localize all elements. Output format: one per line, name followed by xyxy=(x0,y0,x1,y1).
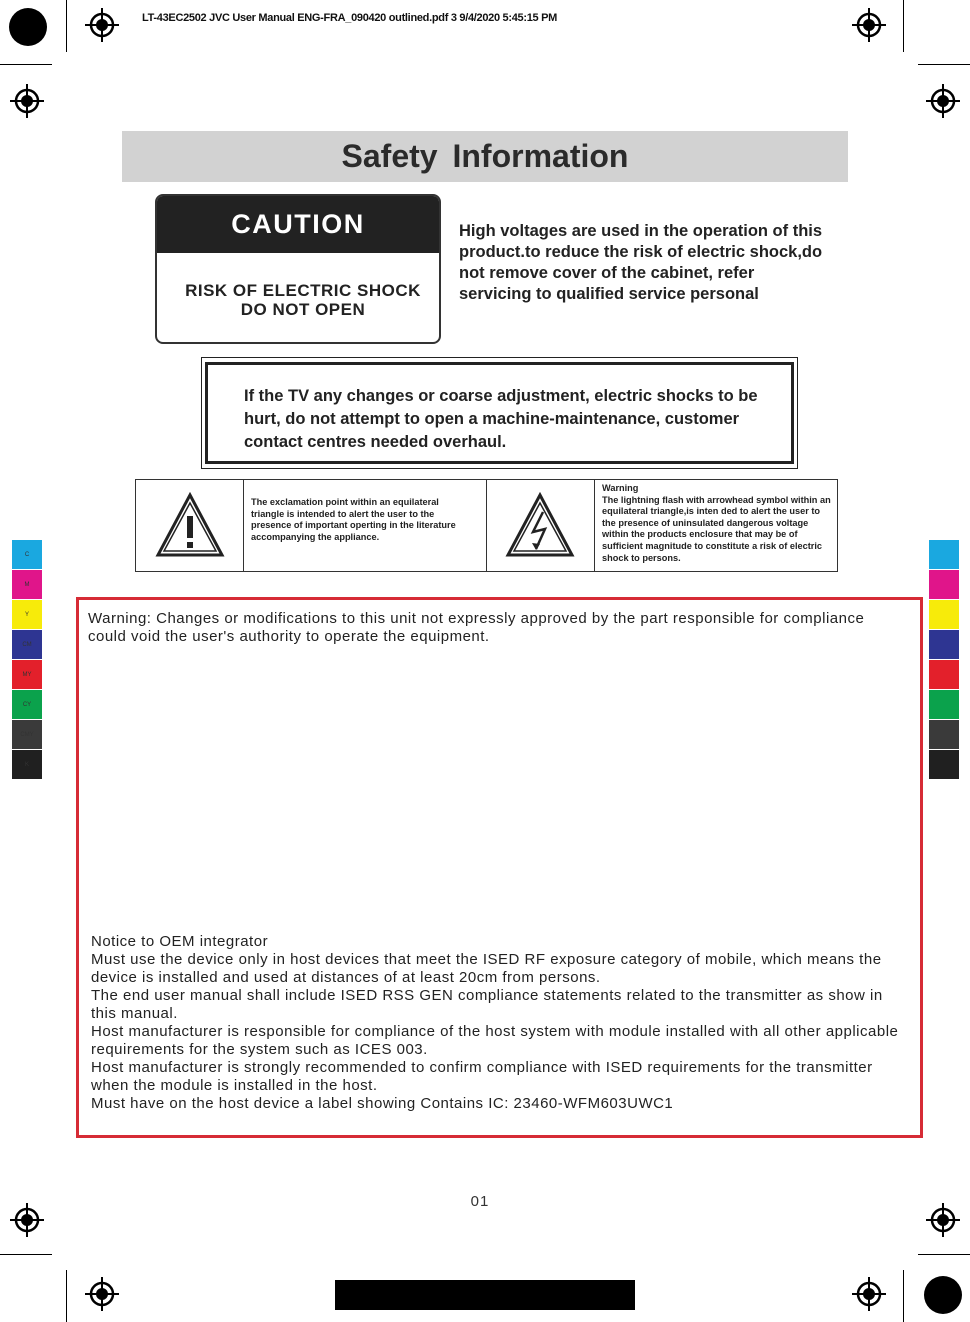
oem-paragraph: Host manufacturer is strongly recommended to confirm compliance with ISED requirements for the transmitter when the module is installed in the host. xyxy=(91,1059,873,1094)
color-swatch: CM xyxy=(12,630,42,660)
registration-mark-icon xyxy=(85,1277,119,1311)
oem-paragraph: Host manufacturer is responsible for compliance of the host system with module installed with all other applicable requirements for the system such as ICES 003. xyxy=(91,1023,899,1058)
registration-mark-icon xyxy=(926,1203,960,1237)
caution-line-2: DO NOT OPEN xyxy=(240,300,366,319)
color-swatch: C xyxy=(12,540,42,570)
symbol-table xyxy=(135,479,838,572)
registration-mark-icon xyxy=(852,1277,886,1311)
crop-line xyxy=(918,1254,970,1255)
lightning-text: The lightning flash with arrowhead symbol within an equilateral triangle,is inten ded to alert the user to the presence of uninsulated dangerous voltage within the products enclosure that may be of sufficient magnitude to constitute a risk of electric shock to persons. xyxy=(602,494,831,563)
registration-mark-icon xyxy=(926,84,960,118)
lightning-text-cell xyxy=(594,480,837,571)
page-number: 01 xyxy=(470,1193,490,1210)
color-bar-right xyxy=(929,540,959,780)
lightning-heading: Warning xyxy=(602,483,639,493)
color-swatch: CMY xyxy=(12,720,42,750)
color-swatch xyxy=(929,660,959,690)
print-file-header: LT-43EC2502 JVC User Manual ENG-FRA_090420 outlined.pdf 3 9/4/2020 5:45:15 PM xyxy=(142,12,558,24)
oem-paragraph: Must have on the host device a label showing Contains IC: 23460-WFM603UWC1 xyxy=(91,1095,674,1112)
oem-notice xyxy=(91,933,911,1113)
oem-heading: Notice to OEM integrator xyxy=(91,933,269,950)
tv-notice-box xyxy=(201,357,798,469)
exclamation-text: The exclamation point within an equilateral triangle is intended to alert the user to the presence of important operting in the literature accompanying the appliance. xyxy=(251,497,456,542)
caution-label xyxy=(155,194,441,344)
color-swatch xyxy=(929,720,959,750)
oem-paragraph: The end user manual shall include ISED RSS GEN compliance statements related to the transmitter as show in this manual. xyxy=(91,987,883,1022)
color-bar-left xyxy=(12,540,42,780)
high-voltage-text: High voltages are used in the operation of this product.to reduce the risk of electric shock,do not remove cover of the cabinet, refer servicing to qualified service personal xyxy=(459,222,823,303)
color-swatch: MY xyxy=(12,660,42,690)
fcc-warning-text: Warning: Changes or modifications to this unit not expressly approved by the part responsible for compliance could void the user's authority to operate the equipment. xyxy=(88,610,865,645)
caution-body xyxy=(157,253,439,319)
registration-mark-icon xyxy=(10,84,44,118)
tv-notice-text: If the TV any changes or coarse adjustment, electric shocks to be hurt, do not attempt to open a machine-maintenance, customer contact centres needed overhaul. xyxy=(244,387,758,451)
corner-dot xyxy=(924,1276,962,1314)
crop-line xyxy=(0,64,52,65)
color-swatch: CY xyxy=(12,690,42,720)
caution-heading: CAUTION xyxy=(157,196,439,253)
exclamation-text-cell xyxy=(243,480,487,571)
exclamation-triangle-icon xyxy=(155,492,225,558)
crop-line xyxy=(918,64,970,65)
crop-line xyxy=(66,0,67,52)
registration-mark-icon xyxy=(85,8,119,42)
color-swatch: K xyxy=(12,750,42,780)
bottom-black-bar xyxy=(335,1280,635,1310)
registration-mark-icon xyxy=(10,1203,44,1237)
corner-dot xyxy=(9,8,47,46)
tv-notice-inner-border xyxy=(205,362,794,464)
color-swatch xyxy=(929,690,959,720)
lightning-text-block xyxy=(602,483,834,564)
color-swatch xyxy=(929,750,959,780)
lightning-triangle-icon xyxy=(505,492,575,558)
color-swatch xyxy=(929,630,959,660)
oem-paragraph: Must use the device only in host devices that meet the ISED RF exposure category of mobile, which means the device is installed and used at distances of at least 20cm from persons. xyxy=(91,951,882,986)
page-title: Safety Information xyxy=(341,138,629,174)
color-swatch: M xyxy=(12,570,42,600)
crop-line xyxy=(0,1254,52,1255)
regulatory-notice-box xyxy=(76,597,923,1138)
title-bar xyxy=(122,131,848,182)
crop-line xyxy=(66,1270,67,1322)
exclamation-icon-cell xyxy=(136,480,244,571)
color-swatch xyxy=(929,570,959,600)
color-swatch: Y xyxy=(12,600,42,630)
crop-line xyxy=(903,1270,904,1322)
color-swatch xyxy=(929,540,959,570)
registration-mark-icon xyxy=(852,8,886,42)
color-swatch xyxy=(929,600,959,630)
lightning-icon-cell xyxy=(486,480,595,571)
crop-line xyxy=(903,0,904,52)
caution-line-1: RISK OF ELECTRIC SHOCK xyxy=(185,281,421,300)
